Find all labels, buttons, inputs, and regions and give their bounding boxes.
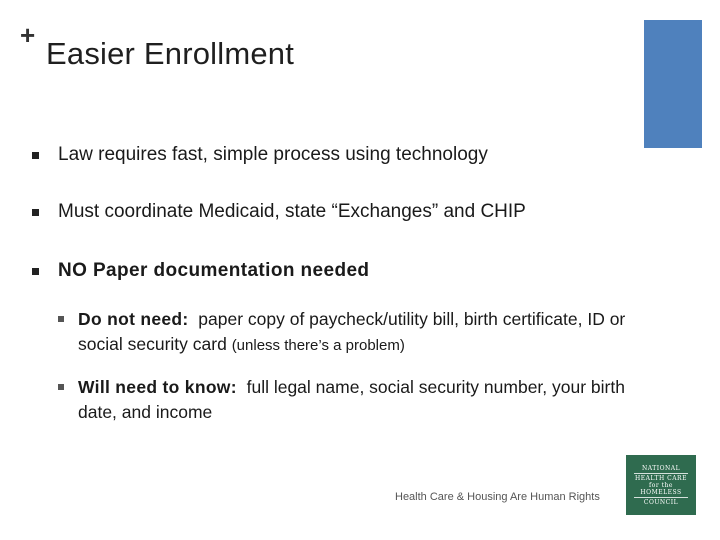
slide-title: Easier Enrollment: [46, 36, 295, 71]
sub-bullet-square-icon: [58, 316, 64, 322]
sub-bullet-body: paper copy of paycheck/utility bill, birth certificate, ID or social security card: [78, 309, 626, 354]
logo-divider: [634, 497, 688, 498]
bullet-text: Law requires fast, simple process using technology: [58, 144, 488, 165]
sub-bullet-note: (unless there’s a problem): [231, 337, 405, 354]
sub-bullet-text: [78, 375, 638, 425]
logo-line: HEALTH CARE: [635, 474, 687, 482]
plus-icon: +: [20, 20, 36, 50]
sub-bullet-label: Do not need:: [78, 309, 189, 329]
bullet-square-icon: [32, 152, 39, 159]
footer-text: Health Care & Housing Are Human Rights: [395, 491, 600, 503]
logo-divider: [634, 473, 688, 474]
logo-line: COUNCIL: [643, 498, 679, 506]
sub-bullet-square-icon: [58, 384, 64, 390]
logo-line: for the: [649, 481, 673, 489]
sub-bullet-body: full legal name, social security number, your birth date, and income: [78, 377, 625, 422]
bullet-text: Must coordinate Medicaid, state “Exchanges” and CHIP: [58, 201, 526, 222]
logo-line: HOMELESS: [640, 488, 682, 496]
council-logo: [626, 455, 696, 515]
sub-bullet-text: [78, 307, 638, 358]
accent-bar: [644, 20, 702, 148]
sub-bullet-label: Will need to know:: [78, 377, 237, 397]
bullet-square-icon: [32, 268, 39, 275]
logo-line: NATIONAL: [641, 464, 681, 472]
bullet-text: NO Paper documentation needed: [58, 260, 370, 281]
bullet-square-icon: [32, 209, 39, 216]
